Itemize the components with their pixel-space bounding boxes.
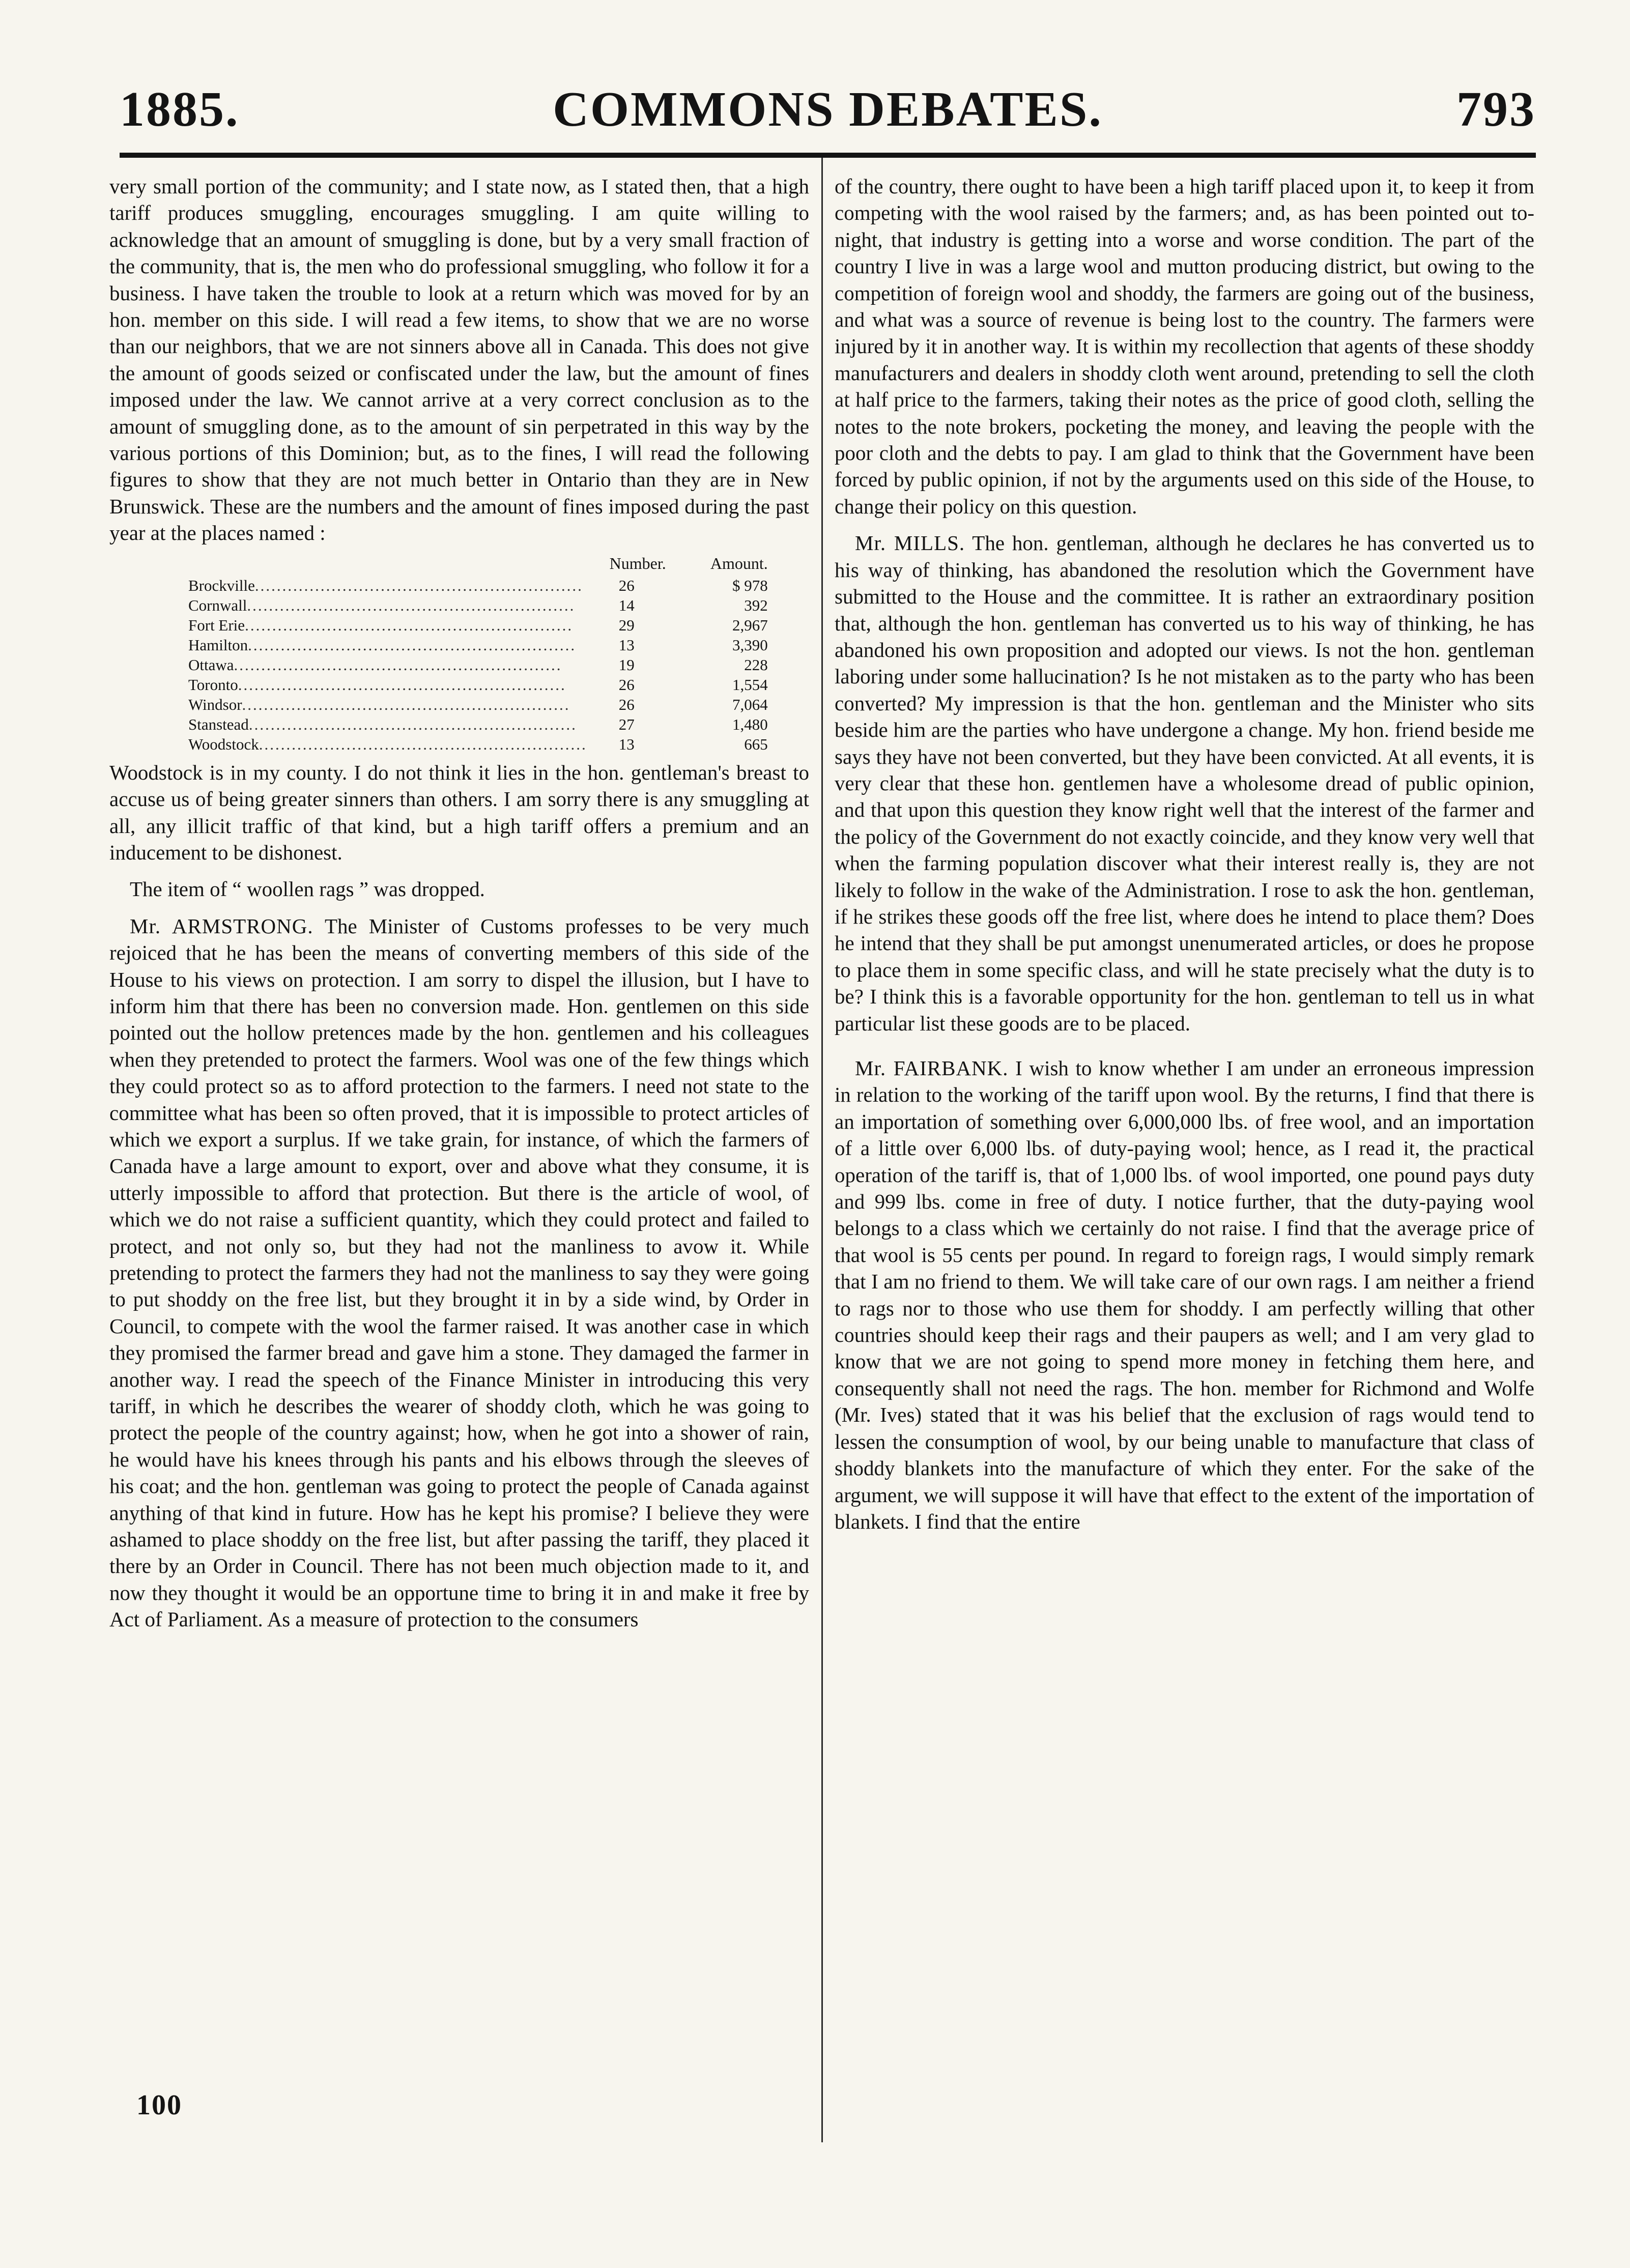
place-name: Stanstead (188, 715, 249, 733)
right-column (835, 173, 1534, 1535)
speech-text: The Minister of Customs professes to be very much rejoiced that he has been the means of converting members of this side of the House to his views on protection. I am sorry to dispel the illusion, but I have to inform him that there has been no conversion made. Hon. gentlemen on this side pointed out the hollow pretences made by the hon. gentlemen and his colleagues when they pretended to protect the farmers. Wool was one of the few things which they could protect so as to afford protection to the farmers. I need not state to the committee what has been so often proved, that it is impossible to protect articles of which we export a surplus. If we take grain, for instance, of which the farmers of Canada have a large amount to export, over and above what they consume, it is utterly impossible to afford that protection. But there is the article of wool, of which we do not raise a sufficient quantity, which they could protect and failed to protect, and not only so, but they had not the manliness to avow it. While pretending to protect the farmers they had not the manliness to say they were going to put shoddy on the free list, but they brought it in by a side wind, by Order in Council, to compete with the wool the farmer raised. It was another case in which they promised the farmer bread and gave him a stone. They damaged the farmer in another way. I read the speech of the Finance Minister in introducing this very tariff, in which he describes the wearer of shoddy cloth, which he was going to protect the people of the country against; how, when he got into a shower of rain, he would have his knees through his pants and his elbows through the sleeves of his coat; and the hon. gentleman was going to protect the people of Canada against anything of that kind in future. How has he kept his promise? I believe they were ashamed to place shoddy on the free list, but after passing the tariff, they placed it there by an Order in Council. There has not been much objection made to it, and now they thought it would be an opportune time to bring it in and make it free by Act of Parliament. As a measure of protection to the consumers (109, 914, 810, 1631)
number-cell: 29 (618, 616, 635, 634)
number-cell: 13 (618, 636, 635, 654)
dot-leader: ............................................................ (242, 695, 570, 713)
number-cell: 14 (618, 596, 635, 614)
amount-cell: 228 (744, 655, 768, 674)
place-name: Hamilton (188, 636, 248, 654)
paragraph: very small portion of the community; and I state now, as I stated then, that a high tariff produces smuggling, encourages smuggling. I am quite willing to acknowledge that an amount of smuggling is done, but by a very small fraction of the community, that is, the men who do professional smuggling, who follow it for a business. I have taken the trouble to look at a return which was moved for by an hon. member on this side. I will read a few items, to show that we are no worse than our neighbors, that we are not sinners above all in Canada. This does not give the amount of goods seized or confiscated under the law, but the amount of fines imposed under the law. We cannot arrive at a very correct conclusion as to the amount of smuggling done, as to the amount of sin perpetrated in this way by the various portions of this Dominion; but, as to the fines, I will read the following figures to show that they are not much better in Ontario than they are in New Brunswick. These are the numbers and the amount of fines imposed during the past year at the places named : (109, 175, 809, 545)
number-cell: 26 (618, 675, 635, 694)
amount-cell: $ 978 (732, 576, 768, 594)
paragraph: The item of “ woollen rags ” was dropped. (130, 877, 485, 901)
table-row (188, 595, 768, 615)
place-cell (188, 635, 587, 655)
place-cell (188, 695, 587, 714)
dot-leader: ............................................................ (238, 675, 566, 694)
number-cell: 13 (618, 735, 635, 753)
table-row (188, 734, 768, 754)
table-row (188, 635, 768, 655)
place-cell (188, 655, 587, 675)
table-row (188, 675, 768, 695)
amount-cell: 665 (744, 735, 768, 753)
place-name: Woodstock (188, 735, 259, 753)
place-name: Cornwall (188, 596, 247, 614)
fines-table (188, 554, 768, 754)
table-row (188, 695, 768, 714)
speaker-name: Mr. FAIRBANK. (855, 1056, 1009, 1080)
number-cell: 27 (618, 715, 635, 733)
number-cell: 19 (618, 655, 635, 674)
header-number: Number. (609, 554, 666, 572)
paragraph: of the country, there ought to have been a high tariff placed upon it, to keep it from competing with the wool raised by the farmers; and, as has been pointed out to-night, that industry is getting into a worse and worse condition. The part of the country I live in was a large wool and mutton producing district, but owing to the competition of foreign wool and shoddy, the farmers are going out of the business, and what was a source of revenue is being lost to the country. The farmers were injured by it in another way. It is within my recollection that agents of these shoddy manufacturers and dealers in shoddy cloth went around, pretending to sell the cloth at half price to the farmers, taking their notes as the price of good cloth, selling the notes to the note brokers, pocketing the money, and leaving the people with the poor cloth and the debts to pay. I am glad to think that the Government have been forced by public opinion, if not by the arguments used on this side of the House, to change their policy on this question. (835, 175, 1534, 518)
header-amount: Amount. (710, 554, 768, 572)
speaker-name: Mr. ARMSTRONG. (130, 914, 313, 938)
place-cell (188, 615, 587, 635)
amount-cell: 7,064 (732, 695, 768, 713)
place-cell (188, 714, 587, 734)
amount-cell: 1,480 (732, 715, 768, 733)
header-rule (120, 153, 1536, 158)
place-name: Toronto (188, 675, 238, 694)
place-name: Ottawa (188, 655, 234, 674)
paragraph (835, 1055, 1534, 1535)
table-row (188, 615, 768, 635)
dot-leader: ............................................................ (248, 715, 577, 733)
header-year: 1885. (120, 82, 240, 137)
number-cell: 26 (618, 576, 635, 594)
amount-cell: 1,554 (732, 675, 768, 694)
signature-mark: 100 (136, 2089, 182, 2121)
dot-leader: ............................................................ (254, 576, 583, 594)
dot-leader: ............................................................ (259, 735, 587, 753)
place-cell (188, 734, 587, 754)
amount-cell: 3,390 (732, 636, 768, 654)
place-cell (188, 576, 587, 595)
dot-leader: ............................................................ (248, 636, 577, 654)
paragraph (835, 530, 1534, 1037)
dot-leader: ............................................................ (234, 655, 562, 674)
place-name: Windsor (188, 695, 242, 713)
table-row (188, 576, 768, 595)
dot-leader: ............................................................ (245, 616, 574, 634)
amount-cell: 392 (744, 596, 768, 614)
place-name: Brockville (188, 576, 255, 594)
left-column (109, 173, 809, 1633)
speaker-name: Mr. MILLS. (855, 531, 965, 555)
dot-leader: ............................................................ (247, 596, 576, 614)
speech-text: The hon. gentleman, although he declares he has converted us to his way of thinking, has abandoned the resolution which the Government have submitted to the House and the committee. It is rather an extraordinary position that, although the hon. gentleman has converted us to his way of thinking, he has abandoned his own proposition and adopted our views. Is not the hon. gentleman laboring under some hallucination? Is he not mistaken as to the party who has been converted? My impression is that the hon. gentleman and the Minister who sits beside him are the parties who have undergone a change. My hon. friend beside me says they have not been converted, but they have been convicted. At all events, it is very clear that these hon. gentlemen have a wholesome dread of public opinion, and that upon this question they know right well that the interest of the farmer and the policy of the Government do not exactly coincide, and they know very well that when the farming population discover what their interest really is, they are not likely to follow in the wake of the Administration. I rose to ask the hon. gentleman, if he strikes these goods off the free list, where does he intend to place them? Does he intend that they shall be put amongst unenumerated articles, or does he propose to place them in some specific class, and will he state precisely what the duty is to be? I think this is a favorable opportunity for the hon. gentleman to tell us in what particular list these goods are to be placed. (835, 531, 1534, 1035)
number-cell: 26 (618, 695, 635, 713)
place-cell (188, 595, 587, 615)
paragraph (109, 913, 809, 1633)
paragraph: Woodstock is in my county. I do not think it lies in the hon. gentleman's breast to accuse us of being greater sinners than others. I am sorry there is any smuggling at all, any illicit traffic of that kind, but a high tariff offers a premium and an inducement to be dishonest. (109, 760, 809, 864)
amount-cell: 2,967 (732, 616, 768, 634)
page-header (120, 76, 1536, 153)
place-name: Fort Erie (188, 616, 245, 634)
place-cell (188, 675, 587, 695)
column-divider (821, 158, 823, 2142)
table-row (188, 655, 768, 675)
table-header-row (188, 554, 768, 576)
table-row (188, 714, 768, 734)
header-title: COMMONS DEBATES. (553, 82, 1103, 137)
speech-text: I wish to know whether I am under an erroneous impression in relation to the working of the tariff upon wool. By the returns, I find that there is an importation of something over 6,000,000 lbs. of free wool, and an importation of a little over 6,000 lbs. of duty-paying wool; hence, as I read it, the practical operation of the tariff is, that of 1,000 lbs. of wool imported, one pound pays duty and 999 lbs. come in free of duty. I notice further, that the duty-paying wool belongs to a class which we certainly do not raise. I find that the average price of that wool is 55 cents per pound. In regard to foreign rags, I would simply remark that I am no friend to them. We will take care of our own rags. I am neither a friend to rags nor to those who use them for shoddy. I am perfectly willing that other countries should keep their rags and their paupers as well; and I am very glad to know that we are not going to spend more money in fetching them here, and consequently shall not need the rags. The hon. member for Richmond and Wolfe (Mr. Ives) stated that it was his belief that the exclusion of rags would tend to lessen the consumption of wool, by our being unable to manufacture that class of shoddy blankets into the manufacture of which they enter. For the sake of the argument, we will suppose it will have that effect to the extent of the importation of blankets. I find that the entire (835, 1056, 1535, 1533)
header-page-number: 793 (1456, 82, 1536, 137)
